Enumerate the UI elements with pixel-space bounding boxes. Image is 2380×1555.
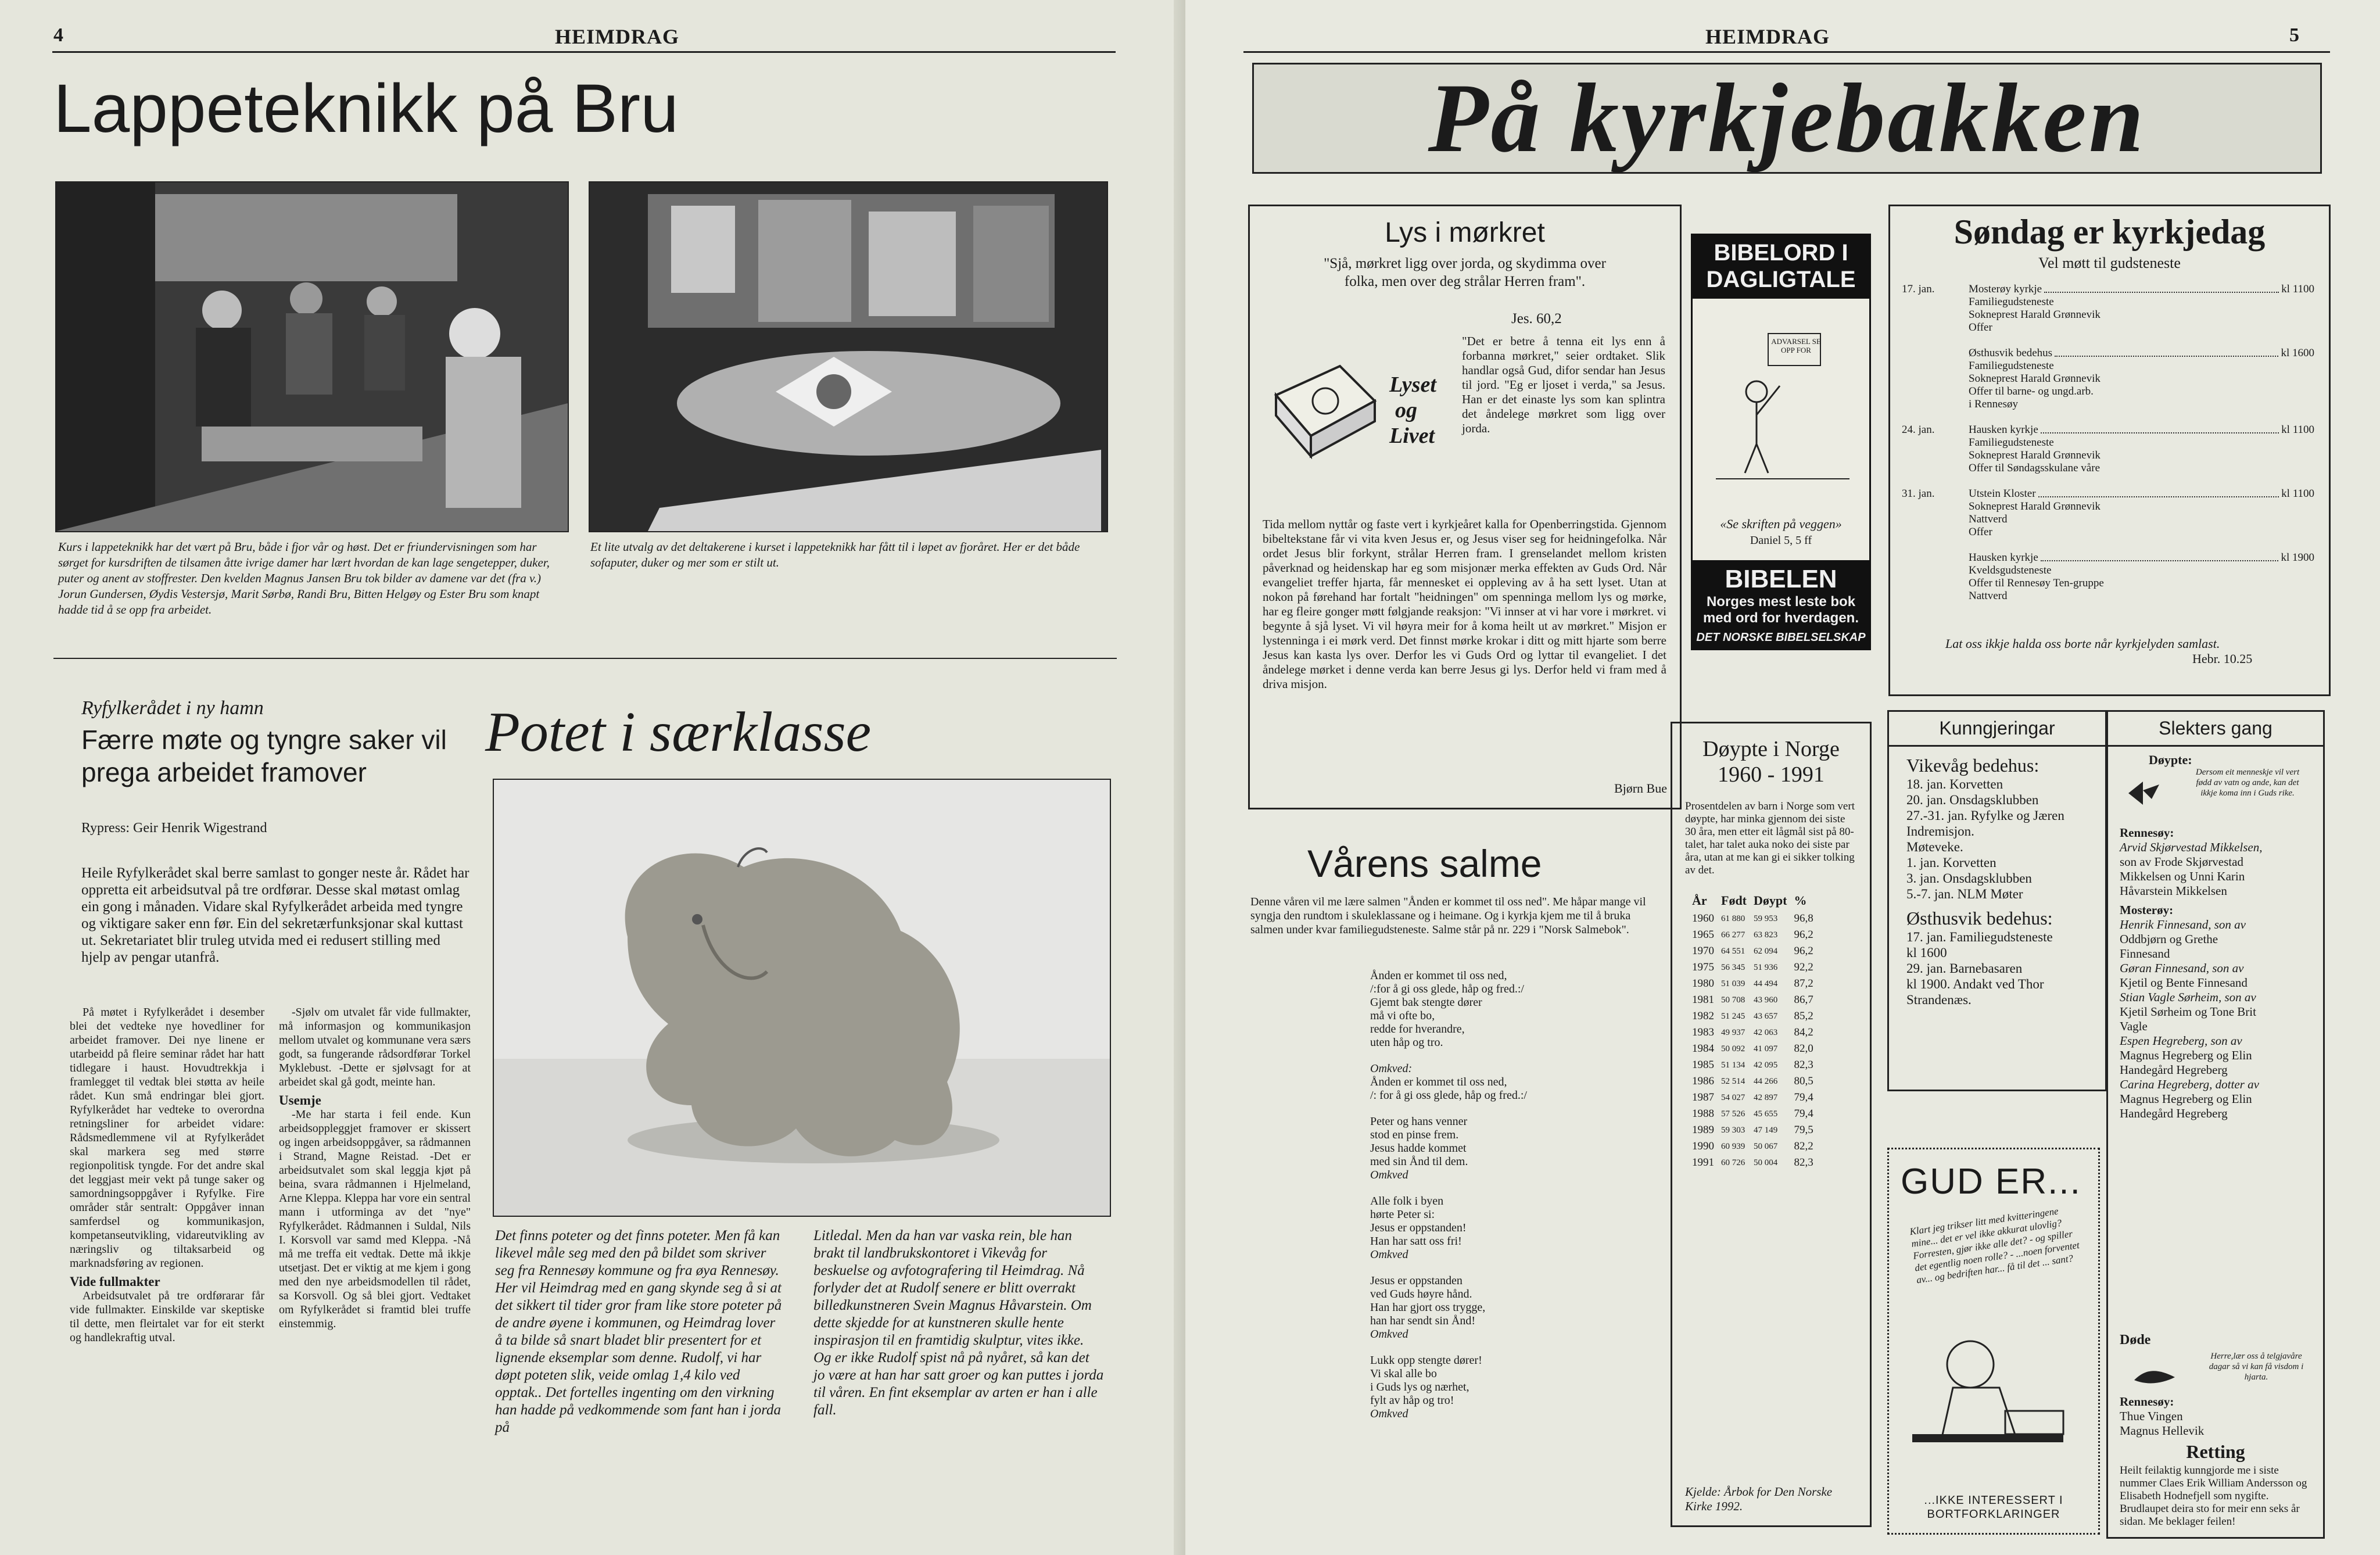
service-detail: Nattverd <box>1969 590 2008 602</box>
potet-column-2: Litledal. Men da han var vaska rein, ble han brakt til landbrukskontoret i Vikevåg for beskuelse og avfotografering til Heimdrag. Nå forlyder det at Rudolf senere er blitt overrakt billedkunstneren Svein Magnus Håvarstein. Om dette skjedde for at kunstneren skulle hente inspirasjon til en framtidig skulptur, vites ikke. Og er ikke Rudolf spist nå på nyåret, så kan det jo være at han har satt groer og kan puttes i jorda til våren. En fint eksemplar av arten er han i alle fall. <box>813 1228 1104 1418</box>
dopte-cell: 51 936 <box>1754 962 1778 972</box>
dopte-cell: 82,3 <box>1794 1156 1813 1169</box>
service-leader-dots <box>2038 488 2279 497</box>
kunngjeringar-box <box>1887 710 2107 1091</box>
slekters-line: Arvid Skjørvestad Mikkelsen, <box>2120 840 2263 854</box>
dopte-cell: 1970 <box>1692 945 1714 957</box>
dopte-cell: 87,2 <box>1794 977 1813 990</box>
slekters-line: Handegård Hegreberg <box>2120 1063 2228 1077</box>
dopte-cell: 42 063 <box>1754 1027 1778 1037</box>
subhead-usemje: Usemje <box>279 1093 321 1108</box>
dopte-cell: 84,2 <box>1794 1026 1813 1038</box>
salme-line: /:for å gi oss glede, håp og fred.:/ <box>1370 983 1524 995</box>
kunngjering-item: 17. jan. Familiegudsteneste <box>1906 930 2053 944</box>
salme-line: Alle folk i byen <box>1370 1195 1444 1208</box>
dopte-cell: 79,5 <box>1794 1124 1813 1136</box>
service-church-line <box>1969 488 2314 500</box>
dopte-row <box>1689 1073 1817 1090</box>
salme-verse <box>1370 1062 1620 1102</box>
kunngjeringar-headline: Kunngjeringar <box>1889 712 2105 747</box>
kunngjeringar-group2-list <box>1906 929 2105 1008</box>
service-detail: Sokneprest Harald Grønnevik <box>1969 372 2101 385</box>
service-entry <box>1902 283 2314 334</box>
sondag-box <box>1888 205 2331 696</box>
dopte-headline: Døypte i Norge 1960 - 1991 <box>1702 737 1840 787</box>
dopte-cell: 1984 <box>1692 1042 1714 1055</box>
service-date: 17. jan. <box>1902 283 1935 295</box>
dopte-cell: 43 960 <box>1754 995 1778 1005</box>
kunngjering-item: 1. jan. Korvetten <box>1906 855 1997 870</box>
slekters-box <box>2106 710 2325 1539</box>
photo-quilts-display <box>589 181 1108 532</box>
salme-line: Ånden er kommet til oss ned, <box>1370 1076 1507 1088</box>
dopte-cell: 50 708 <box>1721 995 1745 1005</box>
service-body <box>1969 424 2314 475</box>
slekters-dode-place: Rennesøy: <box>2120 1395 2174 1409</box>
dopte-cell: 1989 <box>1692 1124 1714 1136</box>
writing-on-wall-cartoon <box>1693 299 1869 508</box>
service-church-line <box>1969 424 2314 436</box>
dopte-cell: 82,0 <box>1794 1042 1813 1055</box>
service-time: kl 1600 <box>2281 347 2314 359</box>
dopte-cell: 51 245 <box>1721 1011 1745 1021</box>
dopte-cell: 59 303 <box>1721 1125 1745 1135</box>
dopte-cell: 41 097 <box>1754 1044 1778 1054</box>
dopte-cell: 51 134 <box>1721 1060 1745 1070</box>
ryfylke-column-2: -Sjølv om utvalet får vide fullmakter, må informasjon og kommunikasjon mellom utvalet og kommunane vera særs godt, sa fungerande rådsordførar Torkel Myklebust. -Dette er sjølvsagt for at arbeidet skal gå godt, meinte han. Usemje -Me har starta i feil ende. Kun arbeidsoppleggjet framover er skissert og ingen arbeidsoppgåver, sa rådmannen i Strand, Magne Reistad. -Det er arbeidsutvalet som skal leggja kjøt på beina, svara rådmannen i Hjelmeland, Arne Kleppa. Kleppa har vore ein sentral mann i utforminga av det "nye" Ryfylkerådet. Rådmannen i Suldal, Nils I. Korsvoll var samd med Kleppa. -Nå må me treffa eit vedtak. Dette må ikkje utsetjast. Det er viktig at me kjem i gong med den nye arbeidsmodellen til rådet, sa Korsvoll. Og så blei gjort. Vedtaket om Ryfylkerådet si framtid blei truffe einstemmig. <box>279 1006 471 1330</box>
office-worker-cartoon <box>1889 1324 2098 1463</box>
salme-line: hørte Peter si: <box>1370 1208 1435 1221</box>
dopte-cell: 1960 <box>1692 912 1714 925</box>
salme-line: Jesus hadde kommet <box>1370 1142 1467 1155</box>
bibelord-ad: BIBELORD I DAGLIGTALE ADVARSEL SE OPP FOR «Se skriften på veggen» Daniel 5, 5 ff BIBELEN Norges mest leste bok med ord for hverdagen. DET NORSKE BIBELSELSKAP <box>1691 234 1871 710</box>
dopte-row <box>1689 1024 1817 1041</box>
salme-line: Omkved: <box>1370 1062 1413 1075</box>
dopte-cell: 1981 <box>1692 994 1714 1006</box>
dopte-cell: 82,2 <box>1794 1140 1813 1152</box>
dopte-cell: 62 094 <box>1754 946 1778 956</box>
kunngjering-item: 3. jan. Onsdagsklubben <box>1906 871 2032 886</box>
kunngjering-item: 20. jan. Onsdagsklubben <box>1906 793 2039 807</box>
slekters-line: Håvarstein Mikkelsen <box>2120 884 2227 898</box>
service-time: kl 1100 <box>2281 488 2314 500</box>
salme-headline: Vårens salme <box>1307 842 1542 885</box>
kunngjeringar-group2-title: Østhusvik bedehus: <box>1906 908 2053 929</box>
bible-book-icon <box>1264 354 1381 465</box>
dopte-row <box>1689 927 1817 943</box>
service-entry <box>1902 551 2314 603</box>
service-body <box>1969 551 2314 603</box>
salme-verse <box>1370 1274 1620 1341</box>
service-date: 24. jan. <box>1902 424 1935 436</box>
slekters-line: Mikkelsen og Unni Karin <box>2120 869 2245 883</box>
gud-er-cartoon <box>1887 1148 2100 1535</box>
service-entry <box>1902 347 2314 411</box>
kunngjering-item: Strandenæs. <box>1906 993 1972 1007</box>
potet-headline: Potet i særklasse <box>485 701 872 764</box>
salme-line: redde for hverandre, <box>1370 1023 1465 1036</box>
salme-line: Omkved <box>1370 1328 1408 1341</box>
dopte-cell: 1985 <box>1692 1059 1714 1071</box>
subhead-vide-fullmakter: Vide fullmakter <box>70 1274 160 1289</box>
kunngjering-item: 5.-7. jan. NLM Møter <box>1906 887 2023 901</box>
left-page <box>0 0 1180 1555</box>
ryfylke-headline: Færre møte og tyngre saker vil prega arbeidet framover <box>81 725 447 787</box>
photo-sewing-class <box>55 181 569 532</box>
ryfylke-lead: Heile Ryfylkerådet skal berre samlast to gonger neste år. Rådet har oppretta eit arbeidsutval på tre ordførar. Desse skal møtast omlag ein gong i månaden. Vidare skal Ryfylkerådet arbeida med tyngre og viktigare saker enn før. Ein del sekretærfunksjonar skal kuttast ut. Sekretariatet blir truleg utvida med ei redusert stilling med hjelp av pengar utanfrå. <box>81 865 469 965</box>
slekters-place: Mosterøy: <box>2120 903 2174 917</box>
dopte-cell: 80,5 <box>1794 1075 1813 1087</box>
headline-lappeteknikk: Lappeteknikk på Bru <box>53 70 679 147</box>
dopte-cell: 45 655 <box>1754 1109 1778 1119</box>
slekters-line: Magnus Hegreberg og Elin <box>2120 1048 2252 1062</box>
service-church: Hausken kyrkje <box>1969 551 2038 564</box>
salme-intro: Denne våren vil me lære salmen "Ånden er kommet til oss ned". Me håpar mange vil syngja den rundtom i skuleklassane og i heimane. Og i kyrkja kjem me til å bruka salmen under kvar familiegudsteneste. Salme står på nr. 229 i "Norsk Salmebok". <box>1250 895 1646 936</box>
dopte-cell: 96,2 <box>1794 929 1813 941</box>
service-leader-dots <box>2055 347 2278 357</box>
dode-entry: Magnus Hellevik <box>2120 1424 2205 1438</box>
salme-line: med sin Ånd til dem. <box>1370 1155 1468 1168</box>
dopte-cell: 42 095 <box>1754 1060 1778 1070</box>
salme-line: Omkved <box>1370 1407 1408 1420</box>
dopte-cell: 82,3 <box>1794 1059 1813 1071</box>
salme-verse <box>1370 1195 1620 1262</box>
salme-line: Omkved <box>1370 1169 1408 1181</box>
service-leader-dots <box>2044 283 2279 293</box>
dopte-cell: 60 726 <box>1721 1158 1745 1167</box>
lys-body-1: "Det er betre å tenna eit lys enn å forbanna mørkret," seier ordtaket. Slik handlar også Gud, difor sendar han Jesus til jord. "Eg er ljoset i verda," sa Jesus. Han er det einaste lys som kan splintra det åndelege mørkret som ligg over jorda. <box>1462 334 1665 435</box>
dopte-row <box>1689 992 1817 1008</box>
slekters-line: Henrik Finnesand, son av <box>2120 918 2246 931</box>
dopte-cell: 1975 <box>1692 961 1714 973</box>
salme-line: ved Guds høyre hånd. <box>1370 1288 1472 1300</box>
service-detail: Offer <box>1969 526 1992 538</box>
service-detail: Offer <box>1969 321 1992 334</box>
dopte-cell: 1990 <box>1692 1140 1714 1152</box>
salme-line: må vi ofte bo, <box>1370 1009 1435 1022</box>
gud-er-caption: ...IKKE INTERESSERT I BORTFORKLARINGER <box>1924 1494 2063 1521</box>
salme-line: stod en pinse frem. <box>1370 1128 1459 1141</box>
salme-line: Lukk opp stengte dører! <box>1370 1354 1482 1367</box>
dopte-table <box>1689 891 1817 1171</box>
caption-photo-1: Kurs i lappeteknikk har det vært på Bru, både i fjor vår og høst. Det er friundervisningen som har sørget for kursdriften de tilsamen åtte ivrige damer har lært hvordan de kan lage sengetepper, duker, puter og anent av stoffrester. Den kvelden Magnus Jansen Bru tok bilder av damene var det (fra v.) Jorun Gundersen, Øydis Vestersjø, Marit Sørbø, Randi Bru, Bitten Helgøy og Ester Bru som knapt hadde tid å se opp fra arbeidet. <box>58 540 550 617</box>
dopte-row <box>1689 1122 1817 1138</box>
slekters-place: Rennesøy: <box>2120 826 2174 840</box>
dopte-row <box>1689 1106 1817 1122</box>
dopte-cell: 79,4 <box>1794 1108 1813 1120</box>
page-number: 4 <box>53 24 64 46</box>
dopte-cell: 1965 <box>1692 929 1714 941</box>
slekters-line: Finnesand <box>2120 947 2170 961</box>
slekters-line: Magnus Hegreberg og Elin <box>2120 1092 2252 1106</box>
service-detail: Offer til Søndagsskulane våre <box>1969 462 2101 474</box>
dopte-cell: 86,7 <box>1794 994 1813 1006</box>
dopte-row <box>1689 976 1817 992</box>
slekters-dode-list <box>2120 1409 2204 1438</box>
dopte-col-header: Døypt <box>1754 893 1787 908</box>
dopte-cell: 59 953 <box>1754 913 1778 923</box>
kunngjeringar-group1-title: Vikevåg bedehus: <box>1906 755 2040 776</box>
salme-line: Ånden er kommet til oss ned, <box>1370 969 1507 982</box>
dopte-cell: 1991 <box>1692 1156 1714 1169</box>
salme-verse <box>1370 1354 1620 1421</box>
lys-signature: Bjørn Bue <box>1614 781 1667 796</box>
service-time: kl 1100 <box>2281 283 2314 295</box>
sondag-footer-ref: Hebr. 10.25 <box>2192 651 2253 666</box>
dopte-cell: 60 939 <box>1721 1141 1745 1151</box>
dopte-col-header: % <box>1794 893 1807 908</box>
dopte-cell: 1982 <box>1692 1010 1714 1022</box>
salme-line: Jesus er oppstanden! <box>1370 1221 1467 1234</box>
lyset-og-livet-logo: Lyset og Livet <box>1264 354 1450 471</box>
slekters-dode-title: Døde <box>2120 1332 2151 1348</box>
slekters-headline: Slekters gang <box>2108 712 2323 747</box>
dopte-col-header: År <box>1692 893 1707 908</box>
dopte-box <box>1671 722 1872 1527</box>
service-body <box>1969 347 2314 411</box>
slekters-dopte-note: Dersom eit menneskje vil vert fødd av vatn og ande, kan det ikkje koma inn i Guds rike. <box>2195 768 2300 798</box>
service-time: kl 1900 <box>2281 551 2314 564</box>
salme-line: Gjemt bak stengte dører <box>1370 996 1482 1009</box>
dopte-cell: 51 039 <box>1721 979 1745 988</box>
dopte-cell: 54 027 <box>1721 1092 1745 1102</box>
salme-line: Vi skal alle bo <box>1370 1367 1437 1380</box>
dopte-cell: 1987 <box>1692 1091 1714 1103</box>
dopte-cell: 96,8 <box>1794 912 1813 925</box>
dopte-cell: 47 149 <box>1754 1125 1778 1135</box>
dopte-cell: 1988 <box>1692 1108 1714 1120</box>
slekters-line: Espen Hegreberg, son av <box>2120 1034 2242 1048</box>
sondag-headline: Søndag er kyrkjedag <box>1954 213 2266 251</box>
dopte-row <box>1689 1138 1817 1155</box>
service-church-line <box>1969 347 2314 360</box>
service-detail: Familiegudsteneste <box>1969 360 2054 372</box>
slekters-groups <box>2120 821 2317 1121</box>
service-church: Mosterøy kyrkje <box>1969 283 2042 295</box>
dopte-cell: 79,4 <box>1794 1091 1813 1103</box>
dopte-col-header: Født <box>1721 893 1747 908</box>
salme-verse <box>1370 969 1620 1049</box>
service-detail: Kveldsgudsteneste <box>1969 564 2052 576</box>
service-detail: Offer til barne- og ungd.arb. <box>1969 385 2094 397</box>
sondag-list <box>1902 283 2314 615</box>
running-head: HEIMDRAG <box>555 25 679 48</box>
service-body <box>1969 283 2314 334</box>
dopte-row <box>1689 1090 1817 1106</box>
cartoon-ref: Daniel 5, 5 ff <box>1750 534 1812 547</box>
sondag-footer-quote: Lat oss ikkje halda oss borte når kyrkjelyden samlast. <box>1945 636 2220 651</box>
service-entry <box>1902 488 2314 539</box>
salme-line: fylt av håp og tro! <box>1370 1394 1454 1407</box>
kunngjering-item: 18. jan. Korvetten <box>1906 777 2003 791</box>
dopte-row <box>1689 1008 1817 1024</box>
caption-photo-2: Et lite utvalg av det deltakerene i kurset i lappeteknikk har fått til i løpet av fjoråret. Her er det både sofaputer, duker og mer som er stilt ut. <box>590 540 1080 569</box>
dopte-cell: 50 004 <box>1754 1158 1778 1167</box>
service-church-line <box>1969 551 2314 564</box>
slekters-dode-note: Herre,lær oss å telgjavåre dagar så vi kan få visdom i hjarta. <box>2209 1352 2304 1382</box>
lys-quote: "Sjå, mørkret ligg over jorda, og skydimma over folka, men over deg strålar Herren fram". <box>1324 256 1606 289</box>
kunngjering-item: kl 1600 <box>1906 945 1947 960</box>
service-church: Østhusvik bedehus <box>1969 347 2053 359</box>
ryfylke-byline: Rypress: Geir Henrik Wigestrand <box>81 821 267 836</box>
sondag-subhead: Vel møtt til gudsteneste <box>2038 255 2181 271</box>
running-head-right: HEIMDRAG <box>1705 25 1830 48</box>
service-detail: Familiegudsteneste <box>1969 296 2054 308</box>
kunngjering-item: Møteveke. <box>1906 840 1963 854</box>
salme-line: uten håp og tro. <box>1370 1036 1443 1049</box>
dopte-row <box>1689 1041 1817 1057</box>
dopte-cell: 63 823 <box>1754 930 1778 940</box>
kunngjeringar-group1-list <box>1906 776 2105 902</box>
retting-title: Retting <box>2186 1441 2245 1462</box>
service-church: Hausken kyrkje <box>1969 424 2038 436</box>
salme-line: Han har satt oss fri! <box>1370 1235 1462 1248</box>
kunngjering-item: 29. jan. Barnebasaren <box>1906 961 2023 976</box>
dopte-cell: 64 551 <box>1721 946 1745 956</box>
dopte-row <box>1689 1155 1817 1171</box>
service-detail: Sokneprest Harald Grønnevik <box>1969 500 2101 513</box>
service-entry <box>1902 424 2314 475</box>
dopte-cell: 1986 <box>1692 1075 1714 1087</box>
slekters-line: Handegård Hegreberg <box>2120 1106 2228 1120</box>
service-detail: Sokneprest Harald Grønnevik <box>1969 309 2101 321</box>
page-number-right: 5 <box>2289 24 2300 46</box>
dode-entry: Thue Vingen <box>2120 1409 2183 1423</box>
right-page <box>1185 0 2380 1555</box>
dopte-intro: Prosentdelen av barn i Norge som vert døypte, har minka gjennom dei siste 30 åra, men etter eit lågmål sist på 80-talet, har talet auka noko dei siste par åra, utan at me kan gi ei sikker tolking av det. <box>1685 800 1855 876</box>
salme-line: /: for å gi oss glede, håp og fred.:/ <box>1370 1089 1527 1102</box>
service-time: kl 1100 <box>2281 424 2314 436</box>
slekters-line: Gøran Finnesand, son av <box>2120 961 2244 975</box>
service-detail: i Rennesøy <box>1969 398 2018 410</box>
dopte-cell: 42 897 <box>1754 1092 1778 1102</box>
dopte-cell: 44 494 <box>1754 979 1778 988</box>
service-date: 31. jan. <box>1902 488 1935 500</box>
dopte-source: Kjelde: Årbok for Den Norske Kirke 1992. <box>1685 1485 1833 1513</box>
salme-line: i Guds lys og nærhet, <box>1370 1381 1469 1393</box>
dopte-cell: 44 266 <box>1754 1076 1778 1086</box>
masthead-title: På kyrkjebakken <box>1428 63 2146 173</box>
dopte-row <box>1689 943 1817 959</box>
salme-line: Han har gjort oss trygge, <box>1370 1301 1486 1314</box>
slekters-line: Stian Vagle Sørheim, son av <box>2120 990 2256 1004</box>
dopte-cell: 96,2 <box>1794 945 1813 957</box>
service-detail: Offer til Rennesøy Ten-gruppe <box>1969 577 2104 589</box>
masthead-box <box>1252 63 2322 174</box>
kunngjering-item: kl 1900. Andakt ved Thor <box>1906 977 2044 991</box>
slekters-line: Oddbjørn og Grethe <box>2120 932 2218 946</box>
retting-text: Heilt feilaktig kunngjorde me i siste nummer Claes Erik William Andersson og Elisabeth Hodnefjell som nygifte. Brudlaupet deira sto for meir enn seks år sidan. Me beklager feilen! <box>2120 1464 2307 1528</box>
dopte-cell: 66 277 <box>1721 930 1745 940</box>
dopte-row <box>1689 911 1817 927</box>
service-detail: Sokneprest Harald Grønnevik <box>1969 449 2101 461</box>
dopte-cell: 50 092 <box>1721 1044 1745 1054</box>
service-detail: Nattverd <box>1969 513 2008 525</box>
salme-line: Omkved <box>1370 1248 1408 1261</box>
salme-verse <box>1370 1115 1620 1182</box>
service-detail: Familiegudsteneste <box>1969 436 2054 449</box>
lys-body-2: Tida mellom nyttår og faste vert i kyrkjeåret kalla for Openberringstida. Gjennom bibeltekstane får vi vita kven Jesus er, og Jesus viser seg for heidningefolka. Når ordet Jesus blir forkynt, strålar Herren fram. I grenselandet mellom kristen påverknad og heidenskap har eg som misjonær merka effekten av Guds Ord. Når evangeliet treffer hjarta, får mennesket ei oppleving av å ha sett lyset. Utan at nokon på førehand har fortalt "heidningen" om spenninga mellom lys og mørke, har eg fleire gonger møtt følgjande reaksjon: "Vi innser at vi har vore i mørkret. vi begynte å sjå lyset. Vi vil høyra meir for å koma heilt ut av mørkret." Misjon er lystenninga i ei mørk verd. Det finnst mørke krokar i ditt og mitt hjarte som berre Jesus kan kasta lys over. Derfor les vi Guds Ord og lyttar til evangeliet. I det åndelege mørket i denne verda kan berre Jesus gi lys. Derfor held vi fram med å driva misjon. <box>1263 517 1666 691</box>
dopte-cell: 57 526 <box>1721 1109 1745 1119</box>
dopte-cell: 1980 <box>1692 977 1714 990</box>
service-leader-dots <box>2041 551 2279 561</box>
gud-er-title: GUD ER... <box>1901 1162 2081 1202</box>
slekters-line: son av Frode Skjørvestad <box>2120 855 2243 869</box>
dopte-cell: 1983 <box>1692 1026 1714 1038</box>
lys-headline: Lys i mørkret <box>1385 217 1545 248</box>
salme-line: han har sendt sin Ånd! <box>1370 1314 1476 1327</box>
salme-line: Jesus er oppstanden <box>1370 1274 1463 1287</box>
dopte-cell: 61 880 <box>1721 913 1745 923</box>
dopte-cell: 92,2 <box>1794 961 1813 973</box>
dopte-row <box>1689 959 1817 976</box>
dopte-cell: 43 657 <box>1754 1011 1778 1021</box>
service-church: Utstein Kloster <box>1969 488 2036 500</box>
bird-icon <box>2131 1363 2178 1392</box>
service-church-line <box>1969 283 2314 296</box>
dopte-cell: 56 345 <box>1721 962 1745 972</box>
ryfylke-kicker: Ryfylkerådet i ny hamn <box>81 697 264 719</box>
photo-potato <box>493 779 1111 1217</box>
lys-quote-ref: Jes. 60,2 <box>1511 311 1562 327</box>
lys-box <box>1248 205 1682 809</box>
slekters-line: Kjetil og Bente Finnesand <box>2120 976 2248 990</box>
dopte-cell: 85,2 <box>1794 1010 1813 1022</box>
salme-verses <box>1370 969 1620 1434</box>
slekters-line: Carina Hegreberg, dotter av <box>2120 1077 2259 1091</box>
cartoon-caption: «Se skriften på veggen» <box>1720 517 1842 531</box>
service-body <box>1969 488 2314 539</box>
gud-er-speech: Klart jeg trikser litt med kvitteringene mine... det er vel ikke akkurat ulovlig? Forresten, gjør ikke alle det? - og spiller det egentlig noen rolle? - ...noen forventet av... og bedriften har... få til det ... sant? <box>1909 1205 2080 1286</box>
kunngjering-item: 27.-31. jan. Ryfylke og Jæren Indremisjon. <box>1906 808 2064 839</box>
slekters-line: Kjetil Sørheim og Tone Brit <box>2120 1005 2256 1019</box>
slekters-dopte-title: Døypte: <box>2149 753 2192 767</box>
dopte-row <box>1689 1057 1817 1073</box>
dopte-cell: 50 067 <box>1754 1141 1778 1151</box>
salme-line: Peter og hans venner <box>1370 1115 1468 1128</box>
dove-icon <box>2125 776 2160 811</box>
slekters-line: Vagle <box>2120 1019 2148 1033</box>
dopte-cell: 52 514 <box>1721 1076 1745 1086</box>
cartoon-sign-text: ADVARSEL SE OPP FOR <box>1771 337 1821 354</box>
ryfylke-column-1: På møtet i Ryfylkerådet i desember blei det vedteke nye hovedliner for arbeidet framover. Dei nye linene er utarbeidd på fleire seminar rådet har hatt tidlegare i haust. Hovudtrekkja i framlegget til vedtak blei støtta av heile rådet. Kun små endringar blei gjort. Ryfylkerådet har vedteke to overordna retningsliner for arbeidet vidare: Rådsmedlemmene vil at Ryfylkerådet skal markera seg med større regionpolitisk tyngde. For det andre skal det leggjast meir vekt på tunge saker og samordningsoppgåver i Ryfylke. Fire områder står sentralt: Oppgåver innan samferdsel og kommunikasjon, kompetanseutvikling, vidareutvikling av næringsliv og tiltaksarbeid og marknadsføring av regionen. Vide fullmakter Arbeidsutvalet på tre ordførarar får vide fullmakter. Einskilde var skeptiske til dette, men fleirtalet var for eit sterkt og handlekraftig utval. <box>70 1006 264 1344</box>
dopte-cell: 49 937 <box>1721 1027 1745 1037</box>
service-leader-dots <box>2041 424 2279 433</box>
potet-column-1: Det finns poteter og det finns poteter. Men få kan likevel måle seg med den på bildet som skriver seg fra Rennesøy kommune og fra øya Rennesøy. Her vil Heimdrag med en gang skynde seg å si at det sikkert til tider gror fram like store poteter på de andre øyene i kommunen, og Heimdrag lover å ta bilde så snart bladet blir presentert for et lignende eksemplar som denne. Rudolf, vi har døpt poteten slik, veide omlag 1,4 kilo ved opptak.. Det fortelles ingenting om den virkning han hadde på vedkommende som fant han i jorda på <box>495 1228 782 1435</box>
